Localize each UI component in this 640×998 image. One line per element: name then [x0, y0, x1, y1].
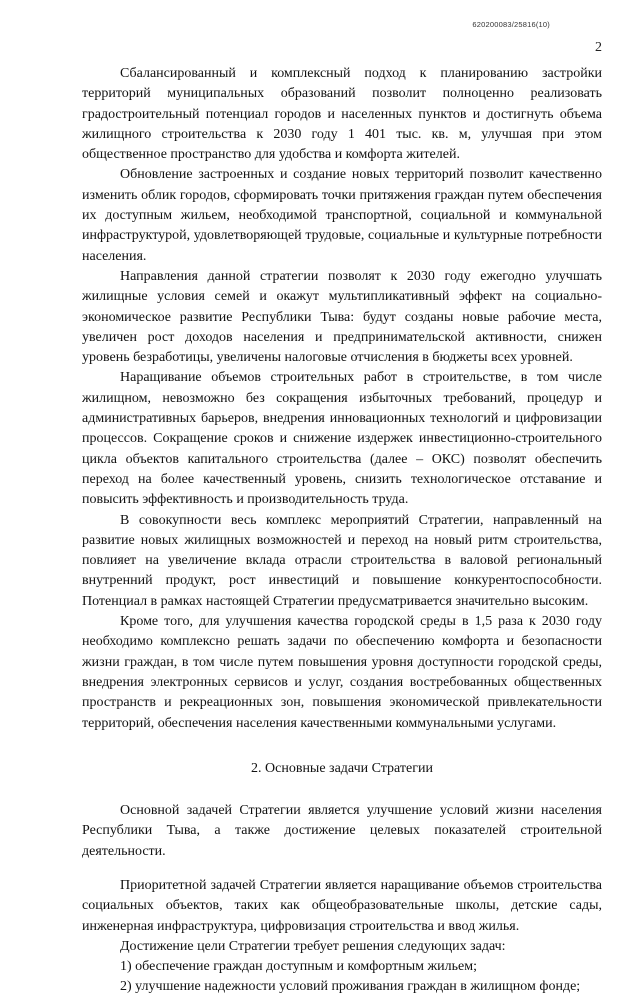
section-heading: 2. Основные задачи Стратегии [251, 760, 433, 776]
paragraph: Направления данной стратегии позволят к 2030 году ежегодно улучшать жилищные условия семей и окажут мультипликативный эффект на социально-экономическое развитие Республики Тыва: будут созданы новые рабочие места, увеличен рост доходов населения и предпринимательской активности, снижен уровень безработицы, увеличены налоговые отчисления в бюджеты всех уровней. [82, 268, 602, 366]
paragraph: Обновление застроенных и создание новых территорий позволит качественно изменить облик городов, сформировать точки притяжения граждан путем обеспечения их доступным жильем, необходимой транспортной, социальной и коммунальной инфраструктурой, удовлетворяющей трудовые, социальные и культурные потребности населения. [82, 167, 602, 264]
paragraph: Приоритетной задачей Стратегии является наращивание объемов строительства социальных объектов, таких как общеобразовательные школы, детские сады, инженерная инфраструктура, цифровизация строительства и ввод жилья. [82, 877, 602, 934]
paragraph: В совокупности весь комплекс мероприятий Стратегии, направленный на развитие новых жилищных возможностей и переход на новый ритм строительства, повлияет на увеличение вклада отрасли строительства в валовой региональный внутренний продукт, рост инвестиций и повышение конкурентоспособности. Потенциал в рамках настоящей Стратегии предусматривается значительно высоким. [82, 512, 602, 609]
paragraph: Основной задачей Стратегии является улучшение условий жизни населения Республики Тыва, а также достижение целевых показателей строительной деятельности. [82, 803, 602, 859]
paragraph: Кроме того, для улучшения качества городской среды в 1,5 раза к 2030 году необходимо комплексно решать задачи по обеспечению комфорта и безопасности жизни граждан, в том числе путем повышения уровня доступности городской среды, внедрения электронных сервисов и услуг, создания востребованных общественных пространств и рекреационных зон, повышения экономической привлекательности территорий, обеспечения населения качественными коммунальными услугами. [82, 614, 602, 731]
document-code: 620200083/25816(10) [472, 20, 550, 29]
list-item: 2) улучшение надежности условий проживания граждан в жилищном фонде; [120, 979, 581, 995]
paragraph: Сбалансированный и комплексный подход к планированию застройки территорий муниципальных образований позволит полноценно реализовать градостроительный потенциал городов и населенных пунктов и достигнуть объема жилищного строительства к 2030 году 1 401 тыс. кв. м, улучшая при этом общественное пространство для удобства и комфорта жителей. [82, 66, 602, 163]
paragraph: Достижение цели Стратегии требует решения следующих задач: [120, 938, 506, 954]
list-item: 1) обеспечение граждан доступным и комфортным жильем; [120, 959, 477, 975]
document-body [82, 64, 602, 998]
page-number: 2 [595, 40, 602, 55]
paragraph: Наращивание объемов строительных работ в строительстве, в том числе жилищном, невозможно без сокращения избыточных требований, процедур и административных барьеров, внедрения инновационных технологий и цифровизации процессов. Сокращение сроков и снижение издержек инвестиционно-строительного цикла объектов капитального строительства (далее – ОКС) позволят обеспечить переход на более качественный уровень, снизить технологическое отставание и повысить эффективность и производительность труда. [82, 370, 602, 508]
